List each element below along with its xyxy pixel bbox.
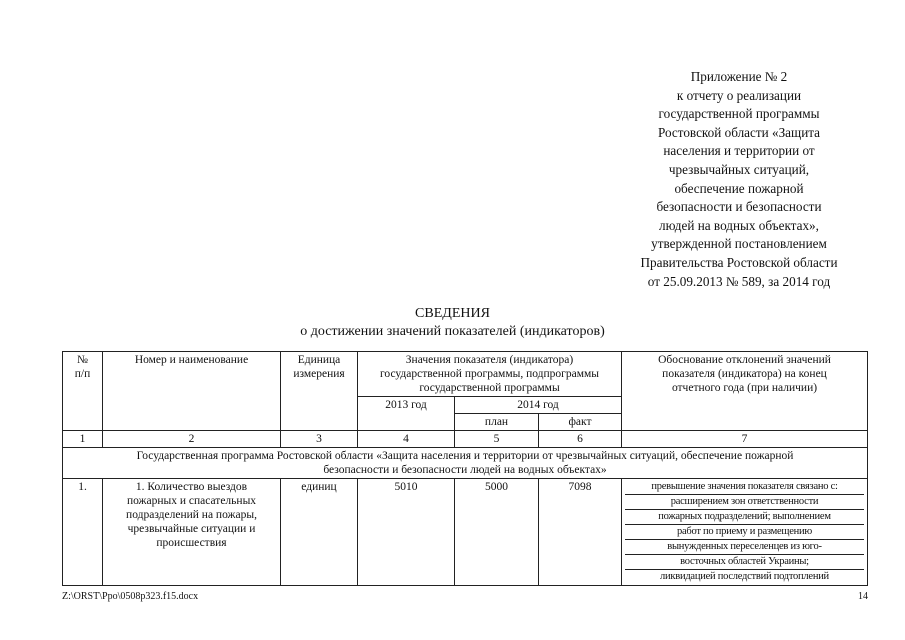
appendix-line: Правительства Ростовской области [640,254,838,270]
column-number: 2 [103,431,281,448]
document-title: СВЕДЕНИЯ [415,306,490,321]
program-title-row [63,448,868,479]
appendix-line: от 25.09.2013 № 589, за 2014 год [647,273,831,289]
header-plan: план [455,414,539,431]
appendix-line: утвержденной постановлением [651,236,827,252]
column-number: 1 [63,431,103,448]
appendix-line: Приложение № 2 [690,69,788,84]
page-number: 14 [858,591,868,602]
appendix-line: людей на водных объектах», [659,217,819,233]
appendix-line: населения и территории от [663,143,815,159]
column-number: 6 [539,431,622,448]
header-num: № п/п [63,352,103,431]
document-subtitle: о достижении значений показателей (индикаторов) [300,324,605,339]
column-number: 4 [358,431,455,448]
header-name: Номер и наименование [103,352,281,431]
column-number-row [63,431,868,448]
column-number: 7 [622,431,868,448]
header-year-2014: 2014 год [455,397,622,414]
column-number: 3 [281,431,358,448]
appendix-line: чрезвычайных ситуаций, [668,161,810,177]
appendix-line: Ростовской области «Защита [657,124,821,140]
appendix-caption [609,68,869,291]
footer-file-path: Z:\ORST\Ppo\0508p323.f15.docx [62,591,199,602]
indicators-table [62,351,868,586]
header-row [63,352,868,397]
indicator-unit: единиц [281,479,358,586]
appendix-line: безопасности и безопасности [656,199,822,215]
table-row [63,479,868,586]
column-number: 5 [455,431,539,448]
header-reason: Обоснование отклонений значений показателя (индикатора) на конец отчетного года (при наличии) [622,352,868,431]
deviation-reason: превышение значения показателя связано с: расширением зон ответственности пожарных подразделений; выполнением работ по приему и размещению вынужденных переселенцев из юго- восточных областей Украины; ликвидацией последствий подтоплений [622,479,868,586]
appendix-line: к отчету о реализации [676,87,802,103]
value-fact: 7098 [539,479,622,586]
value-2013: 5010 [358,479,455,586]
appendix-line: обеспечение пожарной [674,180,804,196]
appendix-line: государственной программы [658,106,820,122]
row-number: 1. [63,479,103,586]
header-values: Значения показателя (индикатора) государственной программы, подпрограммы государственной программы [358,352,622,397]
header-unit: Единица измерения [281,352,358,431]
indicator-name: 1. Количество выездов пожарных и спасательных подразделений на пожары, чрезвычайные ситуации и происшествия [103,479,281,586]
program-title: Государственная программа Ростовской области «Защита населения и территории от чрезвычайных ситуаций, обеспечение пожарной безопасности и безопасности людей на водных объектах» [63,448,868,479]
header-year-2013: 2013 год [358,397,455,431]
header-fact: факт [539,414,622,431]
value-plan: 5000 [455,479,539,586]
